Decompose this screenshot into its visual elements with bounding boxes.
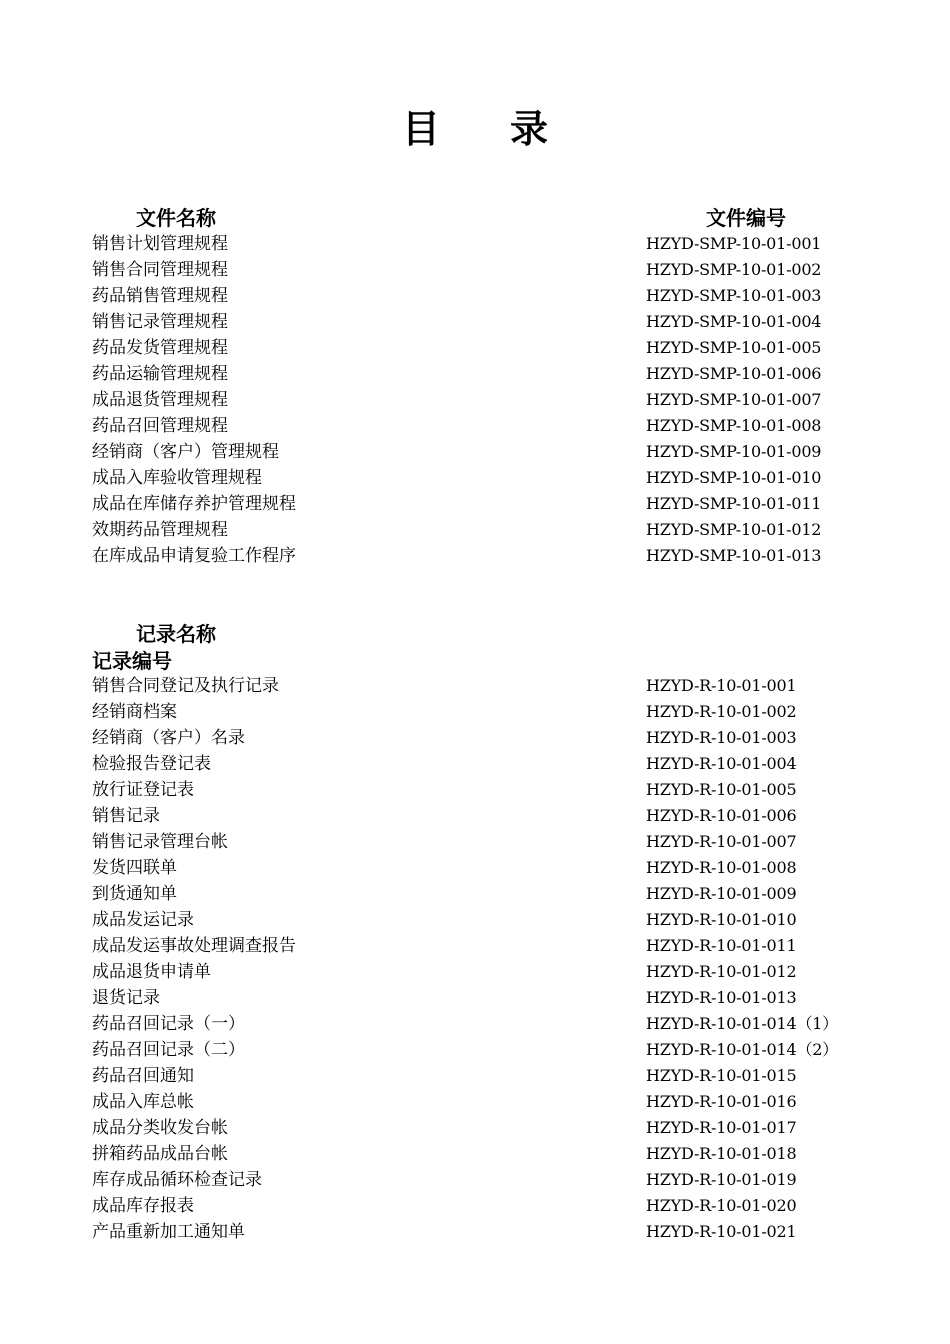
record-name: 拼箱药品成品台帐 xyxy=(92,1144,228,1164)
list-item xyxy=(92,491,862,517)
record-name: 产品重新加工通知单 xyxy=(92,1222,245,1242)
record-name: 成品发运事故处理调查报告 xyxy=(92,936,296,956)
file-code: HZYD-SMP-10-01-005 xyxy=(646,338,822,357)
record-code: HZYD-R-10-01-016 xyxy=(646,1092,797,1111)
list-item xyxy=(92,309,862,335)
list-item xyxy=(92,699,862,725)
file-name: 成品退货管理规程 xyxy=(92,390,228,410)
file-code: HZYD-SMP-10-01-013 xyxy=(646,546,822,565)
record-code: HZYD-R-10-01-005 xyxy=(646,780,797,799)
list-item xyxy=(92,413,862,439)
list-item xyxy=(92,855,862,881)
record-name: 销售记录管理台帐 xyxy=(92,832,228,852)
list-item xyxy=(92,1219,862,1245)
record-code: HZYD-R-10-01-017 xyxy=(646,1118,797,1137)
record-code: HZYD-R-10-01-001 xyxy=(646,676,797,695)
list-item xyxy=(92,361,862,387)
file-code: HZYD-SMP-10-01-007 xyxy=(646,390,822,409)
file-name: 在库成品申请复验工作程序 xyxy=(92,546,296,566)
file-code: HZYD-SMP-10-01-004 xyxy=(646,312,822,331)
file-code-header: 文件编号 xyxy=(706,206,786,230)
record-code: HZYD-R-10-01-019 xyxy=(646,1170,797,1189)
list-item xyxy=(92,829,862,855)
record-name: 到货通知单 xyxy=(92,884,177,904)
list-item xyxy=(92,1141,862,1167)
list-item xyxy=(92,959,862,985)
list-item xyxy=(92,881,862,907)
record-name: 经销商（客户）名录 xyxy=(92,728,245,748)
file-code: HZYD-SMP-10-01-009 xyxy=(646,442,822,461)
record-name: 销售记录 xyxy=(92,806,160,826)
file-name: 销售合同管理规程 xyxy=(92,260,228,280)
record-name: 药品召回通知 xyxy=(92,1066,194,1086)
record-code: HZYD-R-10-01-009 xyxy=(646,884,797,903)
list-item xyxy=(92,933,862,959)
file-name: 药品销售管理规程 xyxy=(92,286,228,306)
list-item xyxy=(92,1063,862,1089)
record-name: 销售合同登记及执行记录 xyxy=(92,676,279,696)
file-name: 销售计划管理规程 xyxy=(92,234,228,254)
list-item xyxy=(92,1115,862,1141)
record-name-header: 记录名称 xyxy=(136,622,216,646)
list-item xyxy=(92,985,862,1011)
record-code: HZYD-R-10-01-007 xyxy=(646,832,797,851)
file-name: 成品在库储存养护管理规程 xyxy=(92,494,296,514)
record-code: HZYD-R-10-01-012 xyxy=(646,962,797,981)
file-list xyxy=(92,231,862,569)
file-name: 药品发货管理规程 xyxy=(92,338,228,358)
list-item xyxy=(92,1011,862,1037)
record-code: HZYD-R-10-01-018 xyxy=(646,1144,797,1163)
file-code: HZYD-SMP-10-01-012 xyxy=(646,520,822,539)
record-name: 药品召回记录（一） xyxy=(92,1014,245,1034)
list-item xyxy=(92,335,862,361)
file-name: 经销商（客户）管理规程 xyxy=(92,442,279,462)
file-code: HZYD-SMP-10-01-011 xyxy=(646,494,822,513)
list-item xyxy=(92,751,862,777)
record-name: 检验报告登记表 xyxy=(92,754,211,774)
list-item xyxy=(92,387,862,413)
list-item xyxy=(92,283,862,309)
list-item xyxy=(92,1167,862,1193)
record-name: 成品入库总帐 xyxy=(92,1092,194,1112)
file-code: HZYD-SMP-10-01-003 xyxy=(646,286,822,305)
list-item xyxy=(92,543,862,569)
record-name: 发货四联单 xyxy=(92,858,177,878)
record-name: 退货记录 xyxy=(92,988,160,1008)
file-name: 效期药品管理规程 xyxy=(92,520,228,540)
record-code: HZYD-R-10-01-013 xyxy=(646,988,797,1007)
file-name: 成品入库验收管理规程 xyxy=(92,468,262,488)
file-code: HZYD-SMP-10-01-002 xyxy=(646,260,822,279)
record-code: HZYD-R-10-01-021 xyxy=(646,1222,797,1241)
record-code: HZYD-R-10-01-003 xyxy=(646,728,797,747)
list-item xyxy=(92,673,862,699)
file-name: 销售记录管理规程 xyxy=(92,312,228,332)
list-item xyxy=(92,231,862,257)
record-code: HZYD-R-10-01-011 xyxy=(646,936,797,955)
list-item xyxy=(92,1193,862,1219)
record-name: 库存成品循环检查记录 xyxy=(92,1170,262,1190)
record-list xyxy=(92,673,862,1245)
file-name-header: 文件名称 xyxy=(136,206,216,230)
page-title xyxy=(0,104,950,154)
record-name: 成品分类收发台帐 xyxy=(92,1118,228,1138)
list-item xyxy=(92,257,862,283)
record-name: 成品退货申请单 xyxy=(92,962,211,982)
list-item xyxy=(92,803,862,829)
list-item xyxy=(92,777,862,803)
list-item xyxy=(92,1037,862,1063)
record-code: HZYD-R-10-01-010 xyxy=(646,910,797,929)
title-char-2: 录 xyxy=(510,107,549,151)
list-item xyxy=(92,439,862,465)
list-item xyxy=(92,907,862,933)
record-name: 药品召回记录（二） xyxy=(92,1040,245,1060)
record-code: HZYD-R-10-01-015 xyxy=(646,1066,797,1085)
record-code: HZYD-R-10-01-014（1） xyxy=(646,1014,839,1033)
list-item xyxy=(92,517,862,543)
record-code: HZYD-R-10-01-002 xyxy=(646,702,797,721)
list-item xyxy=(92,725,862,751)
file-code: HZYD-SMP-10-01-001 xyxy=(646,234,822,253)
record-code: HZYD-R-10-01-008 xyxy=(646,858,797,877)
record-name: 成品发运记录 xyxy=(92,910,194,930)
record-code-header: 记录编号 xyxy=(92,649,172,673)
record-name: 经销商档案 xyxy=(92,702,177,722)
list-item xyxy=(92,1089,862,1115)
record-name: 放行证登记表 xyxy=(92,780,194,800)
title-char-1: 目 xyxy=(401,107,440,151)
record-code: HZYD-R-10-01-014（2） xyxy=(646,1040,839,1059)
file-name: 药品运输管理规程 xyxy=(92,364,228,384)
record-name: 成品库存报表 xyxy=(92,1196,194,1216)
record-code: HZYD-R-10-01-020 xyxy=(646,1196,797,1215)
file-name: 药品召回管理规程 xyxy=(92,416,228,436)
file-code: HZYD-SMP-10-01-006 xyxy=(646,364,822,383)
record-code: HZYD-R-10-01-004 xyxy=(646,754,797,773)
record-code: HZYD-R-10-01-006 xyxy=(646,806,797,825)
file-code: HZYD-SMP-10-01-010 xyxy=(646,468,822,487)
file-code: HZYD-SMP-10-01-008 xyxy=(646,416,822,435)
list-item xyxy=(92,465,862,491)
